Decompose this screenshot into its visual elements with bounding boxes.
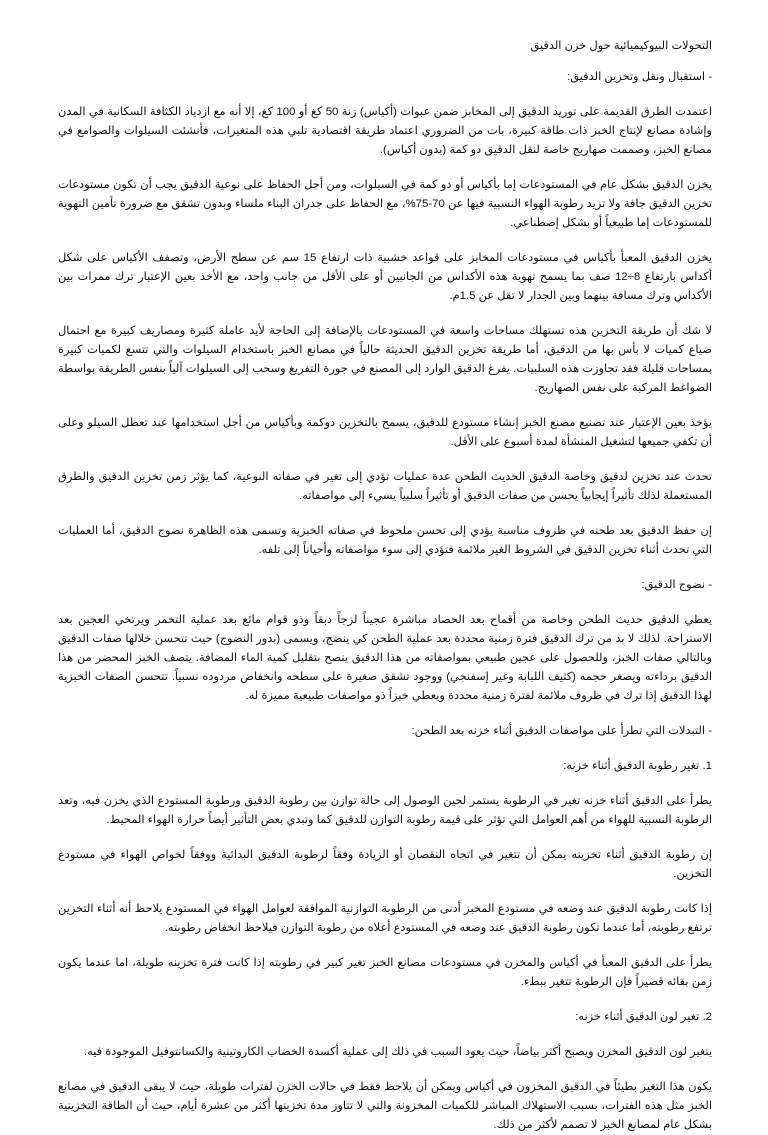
paragraph: يؤخذ بعين الإعتبار عند تصنيع مصنع الخبز إنشاء مستودع للدقيق، يسمح بالتخزين دوكمة وبأكياس من أجل استخدامها عند تعطل السيلو وعلى أن تكفي جميعها لتشغيل المنشأة لمدة أسبوع على الأقل. bbox=[58, 417, 712, 448]
paragraph: يخزن الدقيق المعبأ بأكياس في مستودعات المخابز على قواعد خشبية ذات ارتفاع 15 سم عن سطح الأرض، وتصفف الأكياس على شكل أكداس بارتفاع 8÷12 صف بما يسمح تهوية هذه الأكداس من الجانبين أو على الأقل من جانب واحد، مع الأخذ بعين الإعتبار ترك ممرات بين الأكداس وترك مسافة بينهما وبين الجدار لا تقل عن 1.5م. bbox=[58, 252, 712, 302]
paragraph: يطرأ على الدقيق المعبأ في أكياس والمخزن في مستودعات مصانع الخبز تغير كبير في رطوبته إذا كانت فترة تخزينه طويلة، اما عندما يكون زمن بقائه قصيراً فإن الرطوبة تتغير ببطء. bbox=[58, 957, 712, 988]
paragraph: تحدث عند تخزين لدقيق وخاصة الدقيق الحديث الطحن عدة عمليات تؤدي إلى تغير في صفاته النوعية، كما يؤثر زمن تخزين الدقيق والطرق المستعملة لذلك تأثيراً إيجابياً يحسن من صفات الدقيق أو تأثيراً سلبياً يسيء إلى مواصفاته. bbox=[58, 471, 712, 502]
paragraph: لا شك أن طريقة التخزين هذه تستهلك مساحات واسعة في المستودعات بالإضافة إلى الحاجة لأيد عاملة كثيرة ومصاريف كبيرة مع احتمال ضياع كميات لا بأس بها من الدقيق، أما طريقة تخزين الدقيق الحديثة حالياً في مصانع الخبز باستخدام السيلوات والتي تتسع لكميات كبيرة بمساحات قليلة فقد تجاوزت هذه السلبيات. يفرغ الدقيق الوارد إلى المصنع في جورة التفريغ وسحب إلى السيلوات آلياً بنفس الطريقة بواسطة الضواغط المركبة على نفس الصهاريج. bbox=[58, 325, 712, 394]
document-title: التحولات البيوكيميائية حول خزن الدقيق bbox=[530, 40, 712, 52]
section-heading-changes: - التبدلات التي تطرأ على مواصفات الدقيق أثناء خزنه بعد الطحن: bbox=[411, 725, 712, 737]
paragraph: يتغير لون الدقيق المخزن ويصبح أكثر بياضاً، حيث يعود السبب في ذلك إلى عملية أكسدة الخضاب الكاروتينية والكسانتوفيل الموجودة فيه. bbox=[83, 1046, 712, 1058]
paragraph: يطرأ على الدقيق أثناء خزنه تغير في الرطوبة يستمر لحين الوصول إلى حالة توازن بين رطوبة الدقيق ورطوبة المستودع الذي يخزن فيه، وتعد الرطوبة النسبية للهواء من أهم العوامل التي تؤثر على قيمة رطوبة التوازن للدقيق كما وتبدي بعض التأثير أيضاً حرارة الهواء المحيط. bbox=[58, 795, 712, 826]
subheading-moisture: 1. تغير رطوبة الدقيق أثناء خزنه: bbox=[563, 760, 712, 772]
section-heading-maturation: - نضوج الدقيق: bbox=[641, 579, 712, 591]
paragraph: إذا كانت رطوبة الدقيق عند وضعه في مستودع المخبز أدنى من الرطوبة التوازنية الموافقة لعوامل الهواء في المستودع يلاحظ أنه أثناء التخزين ترتفع رطوبته، أما عندما تكون رطوبة الدقيق عند وضعه في المستودع أعلاه من رطوبة التوازن فيلاحظ انخفاض رطوبته. bbox=[58, 903, 712, 934]
paragraph: يعطي الدقيق حديث الطحن وخاصة من أقماح بعد الحصاد مباشرة عجيناً لزجاً دبقاً وذو قوام مائع بعد عملية التخمر ويرتخي العجين بعد الاستراحة. لذلك لا بد من ترك الدقيق فترة زمنية محددة بعد عملية الطحن كي ينضج، ويسمى (بدور النضوج) حيث تتحسن خلالها صفات الدقيق وبالتالي صفات الخبز، وللحصول على عجين طبيعي بمواصفاته من هذا الدقيق ينصح بتقليل كمية الماء المضافة. يتصف الخبز المحضر من هذا الدقيق برداءته ويصغر حجمه (كثيف اللبابة وغير إسفنجي) ووجود تشقق صغيرة على سطحه وانخفاض مردوده نسبياً. تتحسن الصفات الخبزية لهذا الدقيق إذا ترك في ظروف ملائمة لفترة زمنية محددة ويعطي خبزاً ذو مواصفات طبيعية مميزة له. bbox=[58, 614, 712, 702]
paragraph: اعتمدت الطرق القديمة على توريد الدقيق إلى المخابز ضمن عبوات (أكياس) زنة 50 كغ أو 100 كغ، إلا أنه مع ازدياد الكثافة السكانية في المدن وإشادة مصانع لإنتاج الخبز ذات طاقة كبيرة، بات من الضروري اعتماد طريقة اقتصادية تلبي هذه المتغيرات، فأنشئت السيلوات والصوامع في مصانع الخبز، وصممت صهاريج خاصة لنقل الدقيق دو كمة (بدون أكياس). bbox=[58, 106, 712, 156]
paragraph: يخزن الدقيق بشكل عام في المستودعات إما بأكياس أو دو كمة في السيلوات، ومن أجل الحفاظ على نوعية الدقيق يجب أن تكون مستودعات تخزين الدقيق جافة ولا تزيد رطوبة الهواء النسبية فيها عن 70-75%، مع الحفاظ على جدران البناء ملساء وبدون تشقق مع ضرورة تأمين التهوية للمستودعات إما طبيعياً أو بشكل إصطناعي. bbox=[58, 179, 713, 229]
paragraph: إن حفظ الدقيق بعد طحنه في ظروف مناسبة يؤدي إلى تحسن ملحوظ في صفاته الخبزية وتسمى هذه الظاهرة نضوج الدقيق، أما العمليات التي تحدث أثناء تخزين الدقيق في الشروط الغير ملائمة فتؤدي إلى سوء مواصفاته وأحياناً إلى تلفه. bbox=[58, 525, 712, 556]
subheading-color: 2. تغير لون الدقيق أثناء خزنه: bbox=[575, 1011, 712, 1023]
section-heading-storage: - استقبال ونقل وتخزين الدقيق: bbox=[567, 71, 712, 83]
paragraph: يكون هذا التغير بطيئاً في الدقيق المخزون في أكياس ويمكن أن يلاحظ فقط في حالات الخزن لفترات طويلة، حيث لا يبقى الدقيق في مصانع الخبز مثل هذه الفترات، بسبب الاستهلاك المباشر للكميات المخزونة والتي لا تتاوز مدة تخزينها أكثر من عشرة أيام، حيث أن الطاقة التخزينية بشكل عام لمصانع الخبز لا تصمم لأكثر من ذلك. bbox=[58, 1081, 712, 1131]
paragraph: إن رطوبة الدقيق أثناء تخزينه يمكن أن تتغير في اتجاه النقصان أو الزيادة وفقاً لرطوبة الدقيق البدائية ووفقاً لخواص الهواء في مستودع التخزين. bbox=[58, 849, 712, 880]
